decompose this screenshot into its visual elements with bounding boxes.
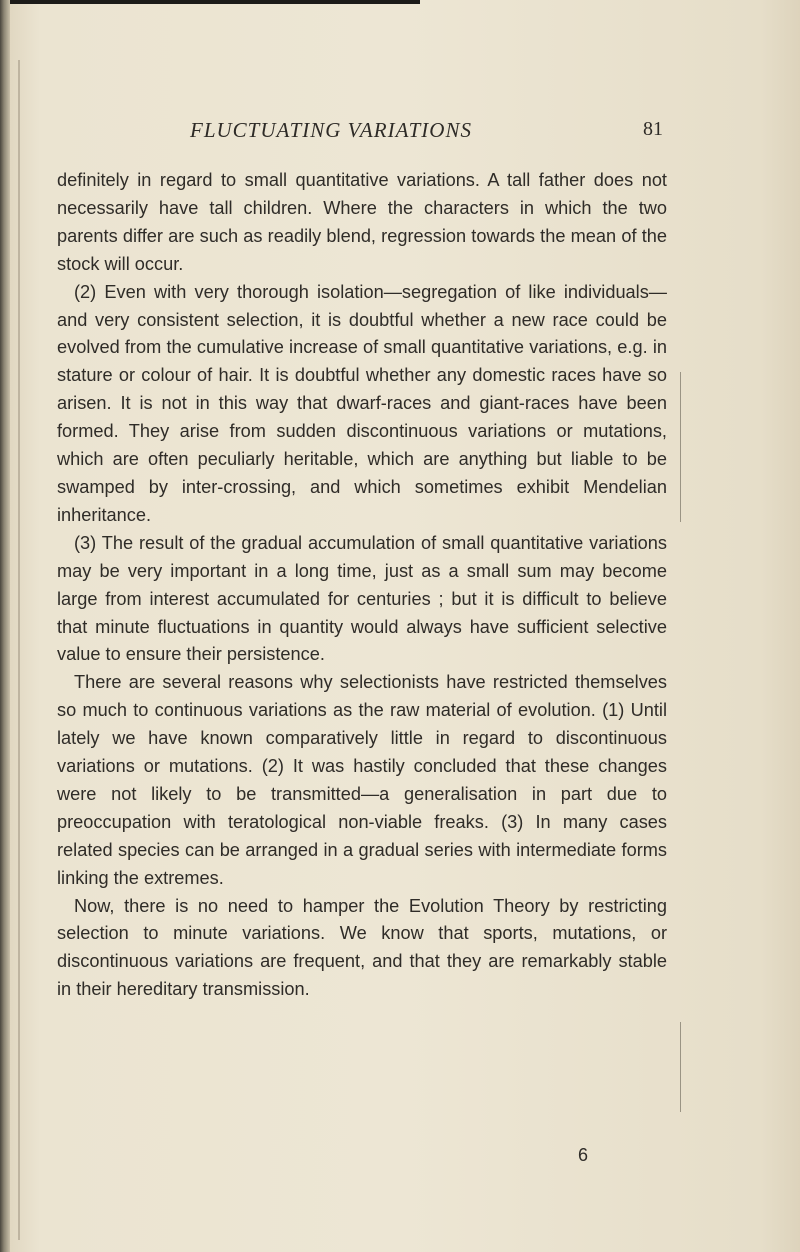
margin-mark bbox=[680, 1022, 687, 1112]
paragraph: There are several reasons why selectionists have restricted themselves so much to continuous variations as the raw material of evolution. (1) Until lately we have known comparatively little in regard to discontinuous variations or mutations. (2) It was hastily concluded that these changes were not likely to be transmitted—a generalisation in part due to preoccupation with teratological non-viable freaks. (3) In many cases related species can be arranged in a gradual series with intermediate forms linking the extremes. bbox=[57, 672, 667, 888]
page-header bbox=[0, 118, 800, 148]
paragraph: (2) Even with very thorough isolation—segregation of like individuals—and very consistent selection, it is doubtful whether a new race could be evolved from the cumulative increase of small quantitative variations, e.g. in stature or colour of hair. It is doubtful whether any domestic races have so arisen. It is not in this way that dwarf-races and giant-races have been formed. They arise from sudden discontinuous variations or mutations, which are often peculiarly heritable, which are anything but liable to be swamped by inter-crossing, and which sometimes exhibit Mendelian inheritance. bbox=[57, 281, 667, 525]
paragraph: Now, there is no need to hamper the Evolution Theory by restricting selection to minute variations. We know that sports, mutations, or discontinuous variations are frequent, and that they are remarkably stable in their hereditary transmission. bbox=[57, 895, 667, 1000]
paragraph: (3) The result of the gradual accumulation of small quantitative variations may be very important in a long time, just as a small sum may become large from interest accumulated for centuries ; but it is difficult to believe that minute fluctuations in quantity would always have sufficient selective value to ensure their persistence. bbox=[57, 532, 667, 665]
signature-mark: 6 bbox=[578, 1145, 589, 1165]
page-top-shadow bbox=[0, 0, 420, 4]
margin-mark bbox=[680, 372, 687, 522]
body-text bbox=[57, 167, 667, 1004]
page-number: 81 bbox=[643, 118, 663, 140]
gutter-line bbox=[18, 60, 20, 1240]
running-title: FLUCTUATING VARIATIONS bbox=[190, 118, 472, 142]
book-spine-edge bbox=[0, 0, 10, 1252]
paragraph: definitely in regard to small quantitative variations. A tall father does not necessarily have tall children. Where the characters in which the two parents differ are such as readily blend, regression towards the mean of the stock will occur. bbox=[57, 170, 667, 274]
